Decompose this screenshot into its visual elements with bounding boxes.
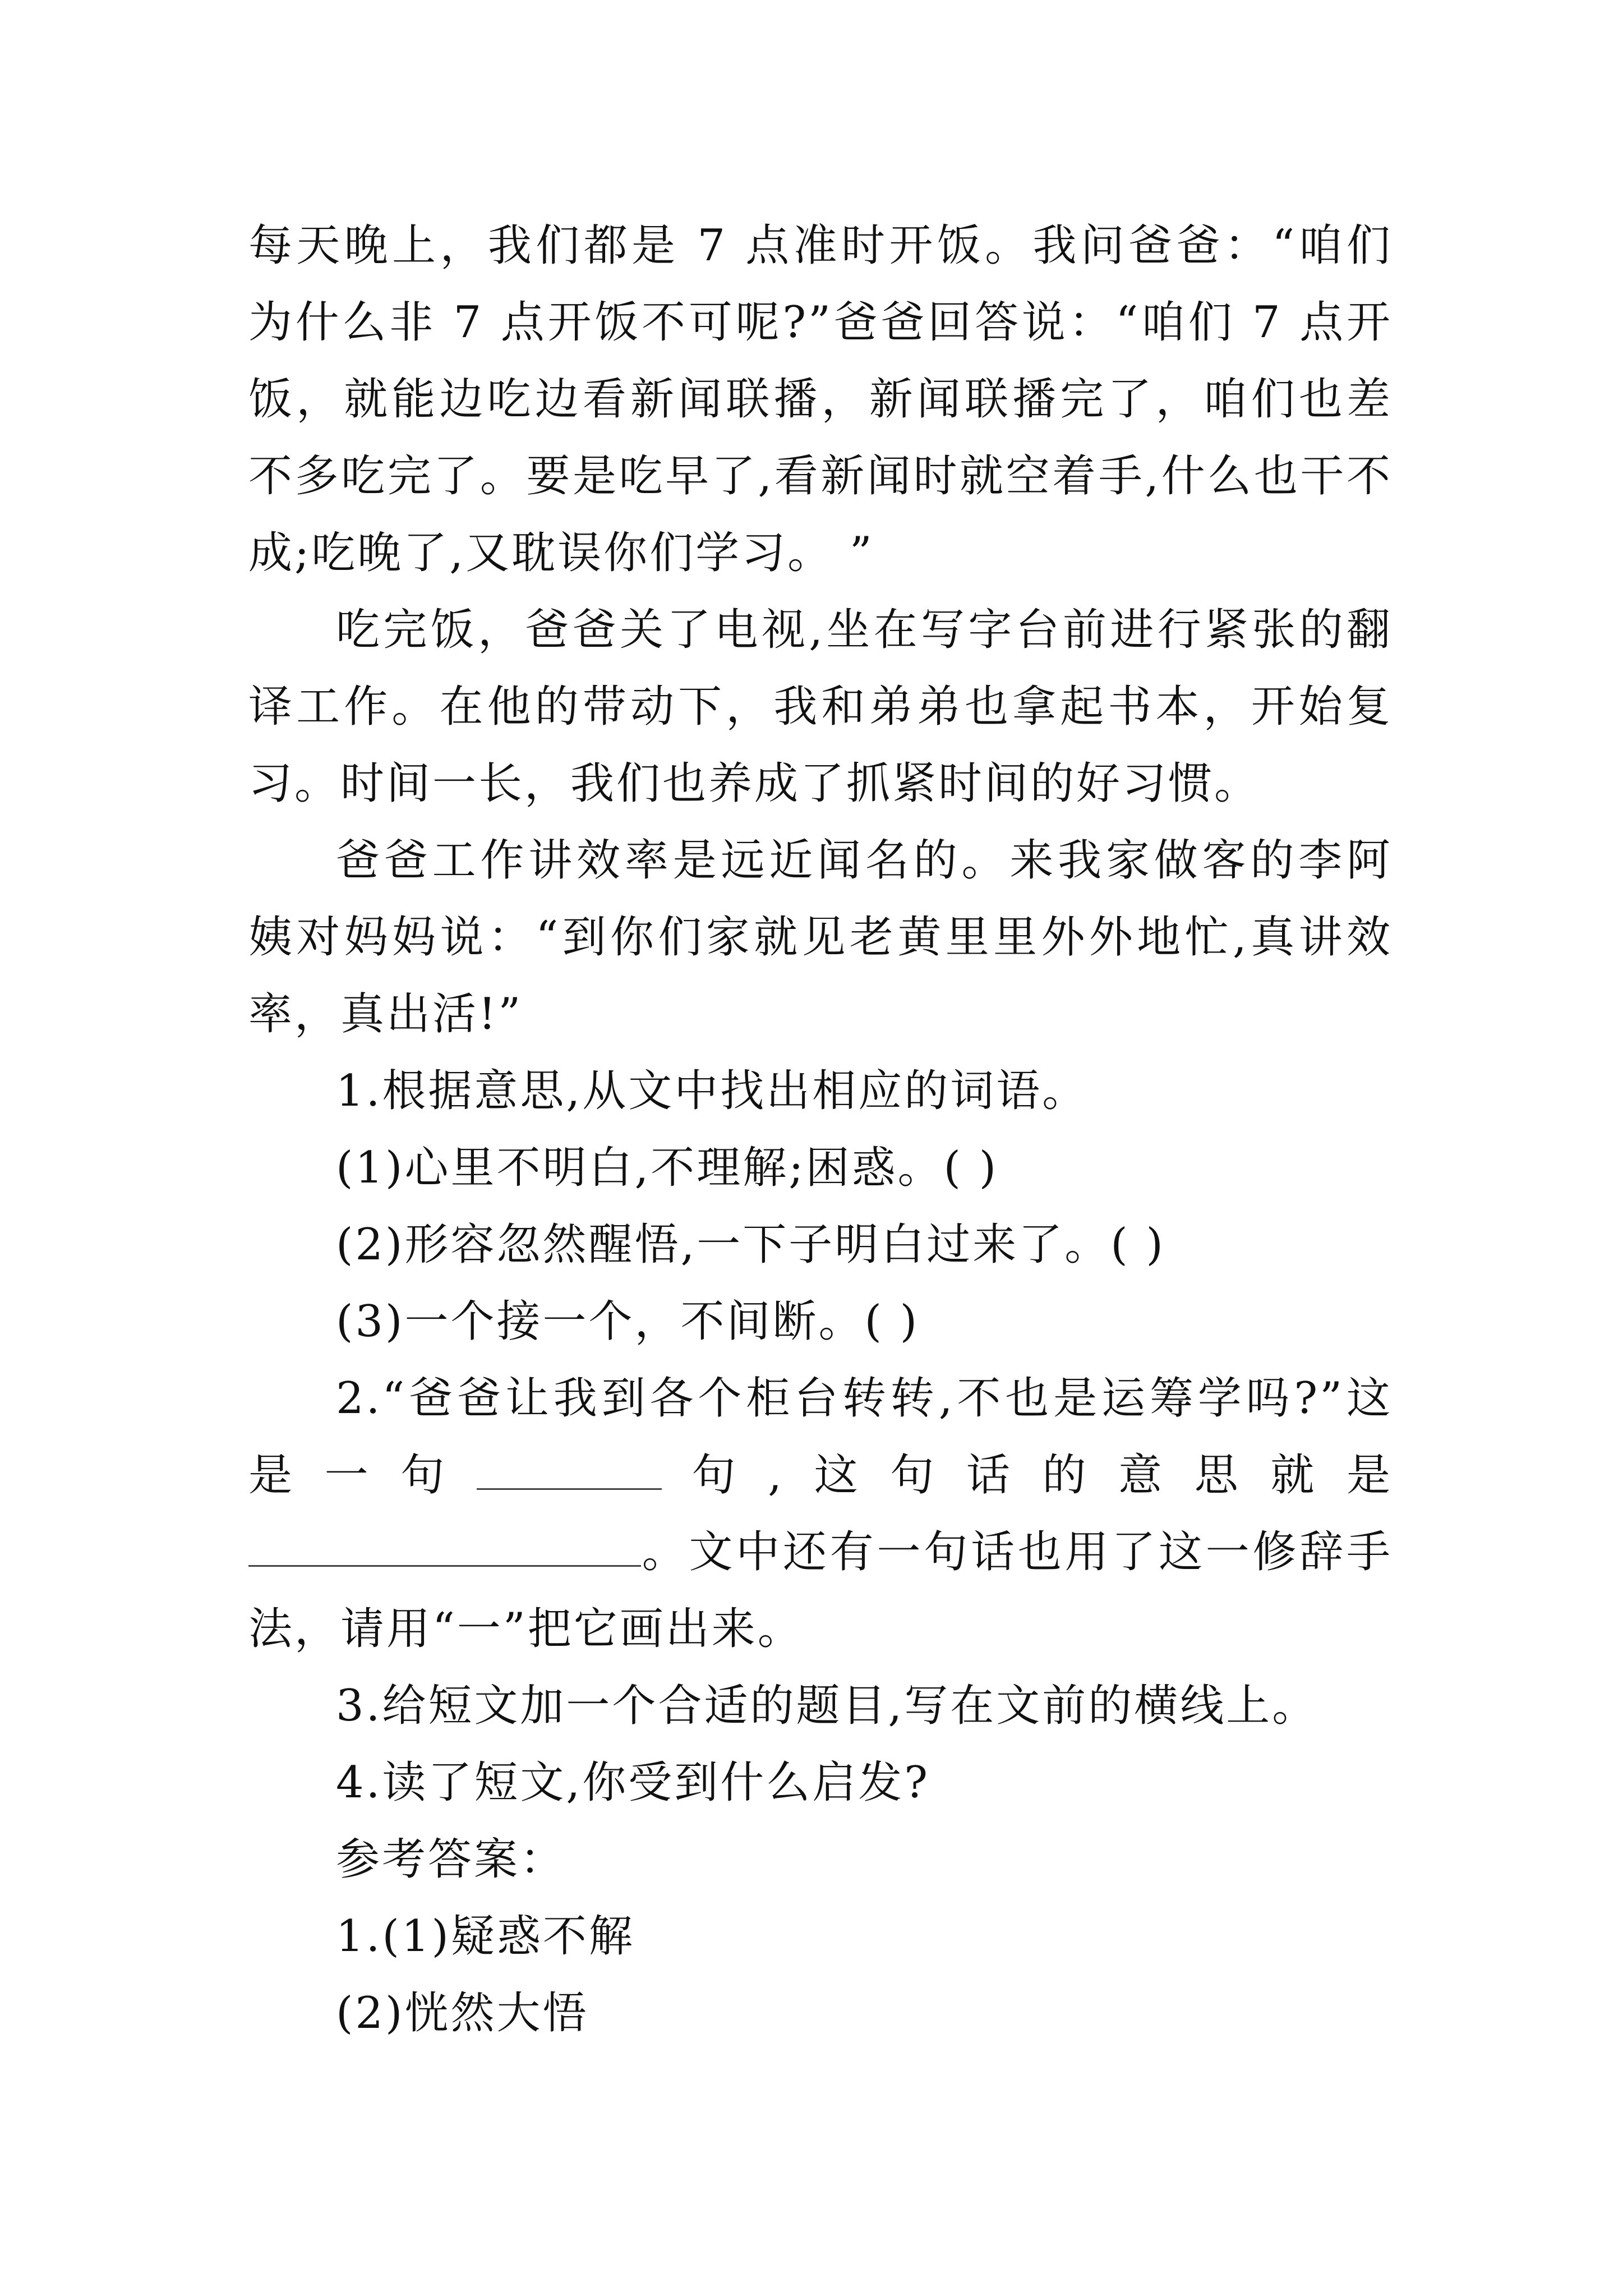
answers-heading: 参考答案：	[336, 1834, 566, 1885]
answer-line-1: 1.(1)疑惑不解	[336, 1911, 635, 1962]
question-2-part-3: 。文中还有一句话也用了这一修辞手法，请用“一”把它画出来。	[248, 1527, 1393, 1654]
question-2-part-2: 句,这句话的意思就是	[661, 1450, 1393, 1501]
answer-line-2: (2)恍然大悟	[336, 1988, 589, 2039]
question-1-item-2: (2)形容忽然醒悟,一下子明白过来了。( )	[336, 1220, 1165, 1270]
question-2	[248, 1360, 1393, 1668]
question-4: 4.读了短文,你受到什么启发?	[336, 1757, 930, 1808]
answer-blank-2[interactable]	[248, 1526, 641, 1567]
document-body	[248, 208, 1393, 2052]
passage-paragraph-2: 吃完饭，爸爸关了电视,坐在写字台前进行紧张的翻译工作。在他的带动下，我和弟弟也拿起书本，开始复习。时间一长，我们也养成了抓紧时间的好习惯。	[248, 605, 1393, 809]
passage-paragraph-3: 爸爸工作讲效率是远近闻名的。来我家做客的李阿姨对妈妈说：“到你们家就见老黄里里外外地忙,真讲效率，真出活!”	[248, 835, 1393, 1039]
passage-paragraph-1: 每天晚上，我们都是 7 点准时开饭。我问爸爸：“咱们为什么非 7 点开饭不可呢?”爸爸回答说：“咱们 7 点开饭，就能边吃边看新闻联播，新闻联播完了，咱们也差不多吃完了。要是吃早了,看新闻时就空着手,什么也干不成;吃晚了,又耽误你们学习。 ”	[248, 220, 1393, 578]
question-1-title: 1.根据意思,从文中找出相应的词语。	[336, 1066, 1089, 1116]
question-2-part-1: 2.“爸爸让我到各个柜台转转,不也是运筹学吗?”这是一句	[248, 1373, 1393, 1501]
question-1-item-1: (1)心里不明白,不理解;困惑。( )	[336, 1143, 999, 1193]
question-1-item-3: (3)一个接一个，不间断。( )	[336, 1296, 920, 1347]
answer-blank-1[interactable]	[477, 1449, 662, 1490]
question-3: 3.给短文加一个合适的题目,写在文前的横线上。	[336, 1681, 1318, 1731]
